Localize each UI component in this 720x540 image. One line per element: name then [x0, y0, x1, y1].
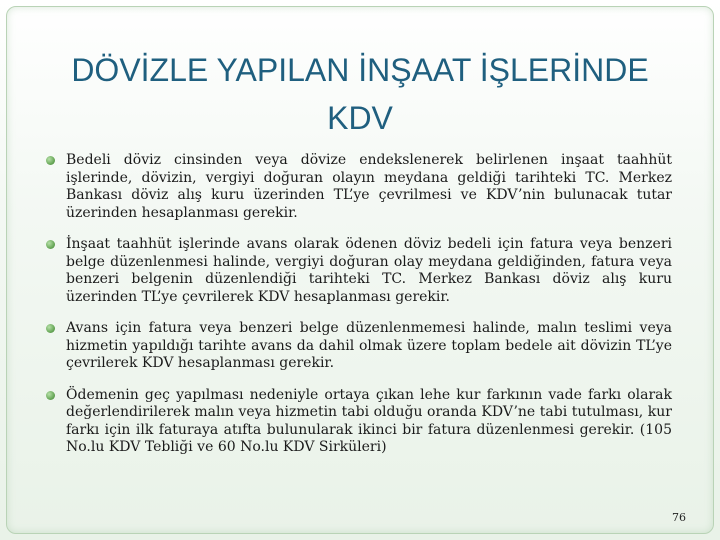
bullet-item	[44, 387, 672, 457]
circle-bullet-icon	[46, 324, 55, 333]
bullet-item	[44, 152, 672, 222]
bullet-text: Bedeli döviz cinsinden veya dövize endekslenerek belirlenen inşaat taahhüt işlerinde, dövizin, vergiyi doğuran olayın meydana geldiği tarihteki TC. Merkez Bankası döviz alış kuru üzerinden TL’ye çevrilmesi ve KDV’nin bulunacak tutar üzerinden hesaplanması gerekir.	[66, 152, 672, 221]
bullet-text: Ödemenin geç yapılması nedeniyle ortaya çıkan lehe kur farkının vade farkı olarak değerlendirilerek malın veya hizmetin tabi olduğu oranda KDV’ne tabi tutulması, kur farkı için ilk faturaya atıfta bulunularak ikinci bir fatura düzenlenmesi gerekir. (105 No.lu KDV Tebliği ve 60 No.lu KDV Sirküleri)	[66, 386, 672, 455]
circle-bullet-icon	[46, 240, 55, 249]
circle-bullet-icon	[46, 156, 55, 165]
bullet-text: İnşaat taahhüt işlerinde avans olarak ödenen döviz bedeli için fatura veya benzeri belge düzenlenmesi halinde, vergiyi doğuran olay meydana geldiğinden, fatura veya benzeri belgenin düzenlendiği tarihteki TC. Merkez Bankası döviz alış kuru üzerinden TL’ye çevrilerek KDV hesaplanması gerekir.	[66, 236, 672, 305]
bullet-text: Avans için fatura veya benzeri belge düzenlenmemesi halinde, malın teslimi veya hizmetin yapıldığı tarihte avans da dahil olmak üzere toplam bedele ait dövizin TL’ye çevrilerek KDV hesaplanması gerekir.	[66, 320, 672, 371]
bullet-item	[44, 320, 672, 373]
page-number: 76	[672, 511, 686, 524]
slide-title: DÖVİZLE YAPILAN İNŞAAT İŞLERİNDE KDV	[71, 52, 649, 136]
circle-bullet-icon	[46, 391, 55, 400]
bullet-list	[44, 152, 672, 471]
bullet-item	[44, 236, 672, 306]
